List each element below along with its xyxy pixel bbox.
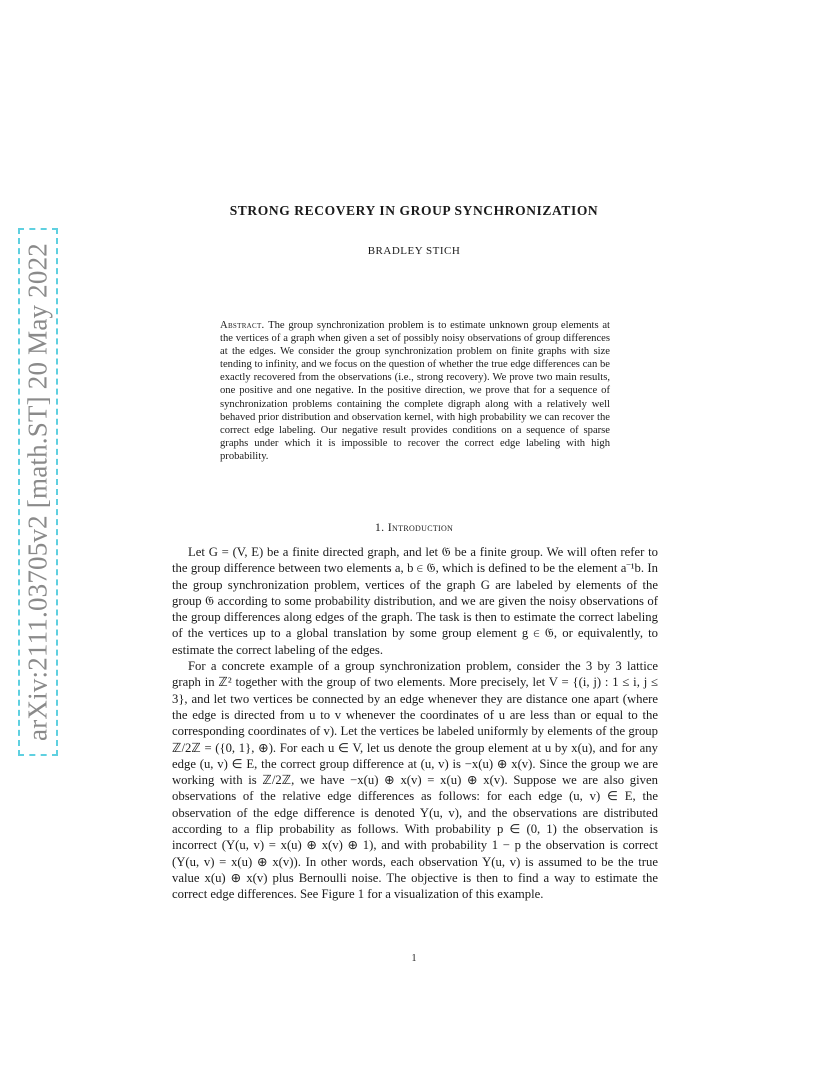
paragraph: For a concrete example of a group synchronization problem, consider the 3 by 3 lattice graph in ℤ² together with the group of two elements. More precisely, let V = {(i, j) : 1 ≤ i, j ≤ 3}, and let two vertices be connected by an edge whenever they are distance one apart (where the edge is directed from u to v whenever the coordinates of u are less than or equal to the corresponding coordinates of v). Let the vertices be labeled uniformly by elements of the group ℤ/2ℤ = ({0, 1}, ⊕). For each u ∈ V, let us denote the group element at u by x(u), and for any edge (u, v) ∈ E, the correct group difference at (u, v) is −x(u) ⊕ x(v). Since the group we are working with is ℤ/2ℤ, we have −x(u) ⊕ x(v) = x(u) ⊕ x(v). Suppose we are also given observations of the relative edge differences as follows: for each edge (u, v) ∈ E, the observation of the edge difference is denoted Y(u, v), and the observations are distributed according to a flip probability as follows. With probability p ∈ (0, 1) the observation is incorrect (Y(u, v) = x(u) ⊕ x(v) ⊕ 1), and with probability 1 − p the observation is correct (Y(u, v) = x(u) ⊕ x(v)). In other words, each observation Y(u, v) is assumed to be the true value x(u) ⊕ x(v) plus Bernoulli noise. The objective is then to find a way to estimate the correct edge differences. See Figure 1 for a visualization of this example. [172, 659, 658, 902]
paper-title: STRONG RECOVERY IN GROUP SYNCHRONIZATION [229, 203, 599, 218]
section-heading [0, 520, 828, 535]
paragraph: Let G = (V, E) be a finite directed graph, and let 𝔊 be a finite group. We will often refer to the group difference between two elements a, b ∈ 𝔊, which is defined to be the element a⁻¹b. In the group synchronization problem, vertices of the graph G are labeled by elements of the group 𝔊 according to some probability distribution, and we are given the noisy observations of the group differences along edges of the graph. The task is then to estimate the correct labeling of the vertices up to a global translation by some group element g ∈ 𝔊, or equivalently, to estimate the correct labeling of the edges. [172, 545, 658, 657]
author-name: BRADLEY STICH [367, 245, 461, 257]
page-number: 1 [411, 953, 417, 964]
body-text [172, 544, 658, 903]
abstract [220, 319, 610, 463]
arxiv-identifier: arXiv:2111.03705v2 [math.ST] 20 May 2022 [22, 243, 53, 741]
abstract-heading: Abstract. [220, 320, 265, 331]
abstract-text: The group synchronization problem is to estimate unknown group elements at the vertices of a graph when given a set of possibly noisy observations of group differences at the edges. We consider the group synchronization problem on finite graphs with size tending to infinity, and we focus on the question of whether the true edge differences can be exactly recovered from the observations (i.e., strong recovery). We prove two main results, one positive and one negative. In the positive direction, we prove that for a sequence of synchronization problems containing the complete digraph along with a relatively well behaved prior distribution and observation kernel, with high probability we can recover the correct edge labeling. Our negative result provides conditions on a sequence of sparse graphs under which it is impossible to recover the correct edge labeling with high probability. [220, 320, 610, 462]
arxiv-stamp [18, 228, 58, 756]
section-number: 1. [374, 520, 385, 534]
section-title: Introduction [387, 520, 454, 534]
